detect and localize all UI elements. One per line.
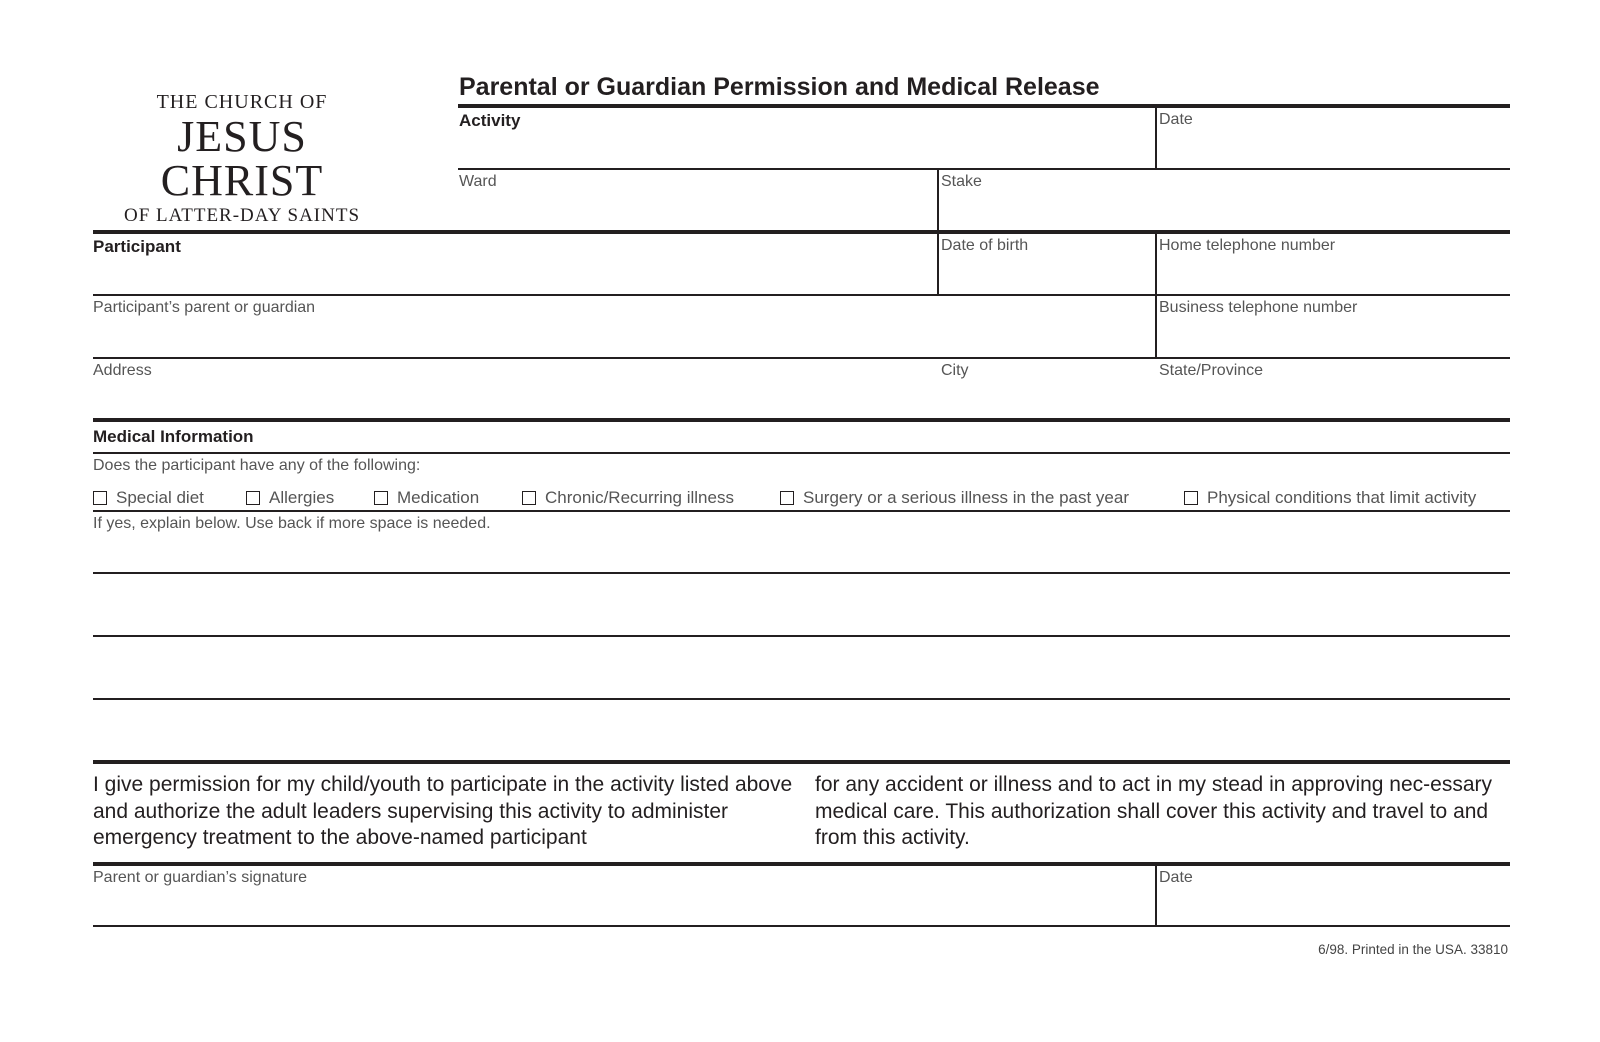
divider xyxy=(458,168,1510,170)
explain-instructions: If yes, explain below. Use back if more space is needed. xyxy=(93,515,491,532)
divider xyxy=(1155,108,1157,169)
divider xyxy=(93,294,1510,296)
checkbox-special-diet[interactable] xyxy=(93,488,204,508)
logo-line-3: OF LATTER-DAY SAINTS xyxy=(123,205,361,226)
date-of-birth-field[interactable]: Date of birth xyxy=(941,237,1029,254)
activity-date-field[interactable]: Date xyxy=(1159,111,1193,128)
section-rule xyxy=(93,862,1510,866)
section-rule xyxy=(93,760,1510,764)
address-field[interactable]: Address xyxy=(93,362,152,379)
divider xyxy=(93,925,1510,927)
title-rule xyxy=(458,104,1510,108)
explanation-line[interactable] xyxy=(93,698,1510,700)
checkbox-icon[interactable] xyxy=(522,491,536,505)
permission-text-col1: I give permission for my child/youth to participate in the activity listed above and authorize the adult leaders supervising this activity to administer emergency treatment to the above-named participant xyxy=(93,773,793,849)
checkbox-label: Surgery or a serious illness in the past year xyxy=(803,488,1129,507)
permission-text-col2: for any accident or illness and to act in my stead in approving nec-essary medical care. This authorization shall cover this activity and travel to and from this activity. xyxy=(815,773,1493,849)
form-title: Parental or Guardian Permission and Medical Release xyxy=(459,73,1100,101)
city-field[interactable]: City xyxy=(941,362,969,379)
checkbox-label: Medication xyxy=(397,488,480,507)
church-logo xyxy=(92,92,392,225)
explanation-line[interactable] xyxy=(93,572,1510,574)
divider xyxy=(937,169,939,231)
parent-signature-field[interactable]: Parent or guardian’s signature xyxy=(93,869,308,886)
checkbox-allergies[interactable] xyxy=(246,488,334,508)
checkbox-label: Physical conditions that limit activity xyxy=(1207,488,1477,507)
checkbox-icon[interactable] xyxy=(246,491,260,505)
explanation-line[interactable] xyxy=(93,635,1510,637)
medical-heading: Medical Information xyxy=(93,427,254,446)
checkbox-physical-conditions[interactable] xyxy=(1184,488,1476,508)
checkbox-label: Allergies xyxy=(269,488,335,507)
stake-field[interactable]: Stake xyxy=(941,173,982,190)
participant-field[interactable]: Participant xyxy=(93,237,181,256)
logo-line-2: JESUS CHRIST xyxy=(160,112,324,205)
parent-guardian-field[interactable]: Participant’s parent or guardian xyxy=(93,299,316,316)
checkbox-icon[interactable] xyxy=(780,491,794,505)
divider xyxy=(937,234,939,295)
ward-field[interactable]: Ward xyxy=(459,173,497,190)
section-rule xyxy=(93,418,1510,422)
print-info: 6/98. Printed in the USA. 33810 xyxy=(1318,942,1508,957)
divider xyxy=(93,510,1510,512)
divider xyxy=(93,452,1510,454)
activity-field[interactable]: Activity xyxy=(459,111,521,130)
section-rule xyxy=(93,230,1510,234)
signature-date-field[interactable]: Date xyxy=(1159,869,1193,886)
business-telephone-field[interactable]: Business telephone number xyxy=(1159,299,1358,316)
checkbox-medication[interactable] xyxy=(374,488,479,508)
checkbox-icon[interactable] xyxy=(374,491,388,505)
checkbox-icon[interactable] xyxy=(1184,491,1198,505)
checkbox-chronic-illness[interactable] xyxy=(522,488,734,508)
divider xyxy=(93,357,1510,359)
divider xyxy=(1155,866,1157,926)
home-telephone-field[interactable]: Home telephone number xyxy=(1159,237,1336,254)
checkbox-label: Special diet xyxy=(116,488,204,507)
state-province-field[interactable]: State/Province xyxy=(1159,362,1264,379)
logo-line-1: THE CHURCH OF xyxy=(156,91,328,113)
checkbox-label: Chronic/Recurring illness xyxy=(545,488,734,507)
divider xyxy=(1155,234,1157,359)
checkbox-icon[interactable] xyxy=(93,491,107,505)
medical-question: Does the participant have any of the following: xyxy=(93,457,421,474)
checkbox-surgery[interactable] xyxy=(780,488,1129,508)
